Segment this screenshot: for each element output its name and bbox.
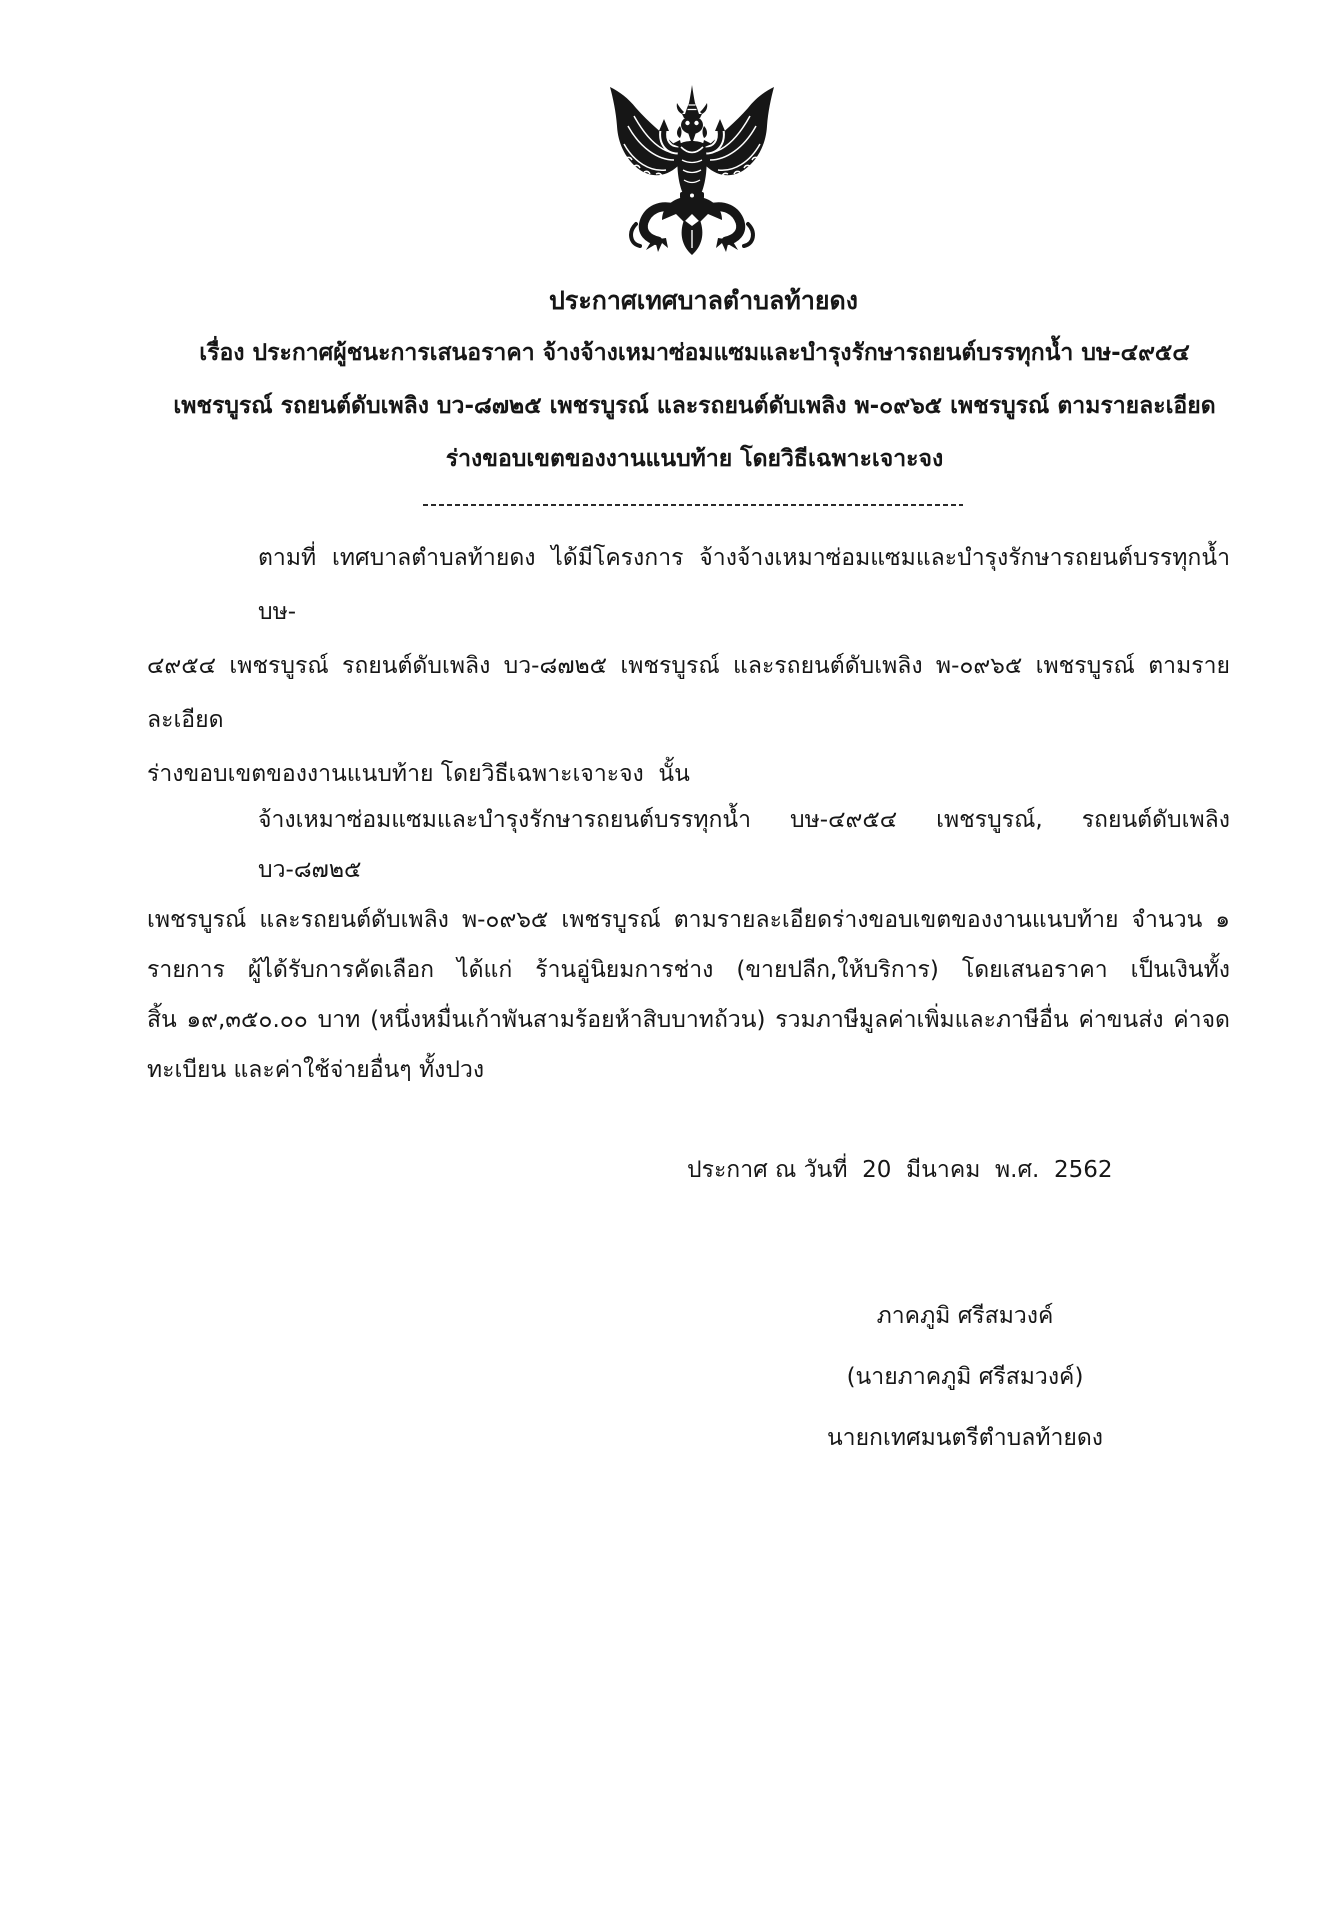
garuda-right-hand (715, 119, 725, 131)
garuda-left-flourish (631, 224, 640, 246)
garuda-left-hand (659, 119, 669, 131)
garuda-emblem (604, 84, 780, 256)
signature-block (785, 1286, 1145, 1469)
announcement-title: ประกาศเทศบาลตำบลท้ายดง (549, 286, 858, 315)
paragraph-line: ทะเบียน และค่าใช้จ่ายอื่นๆ ทั้งปวง (147, 1057, 485, 1083)
paragraph-line: ๔๙๕๔ เพชรบูรณ์ รถยนต์ดับเพลิง บว-๘๗๒๕ เพชรบูรณ์ และรถยนต์ดับเพลิง พ-๐๙๖๕ เพชรบูรณ์ ตามรายละเอียด (147, 653, 1230, 733)
signer-full-name: (นายภาคภูมิ ศรีสมวงค์) (846, 1364, 1084, 1390)
garuda-crown-right-flare (700, 103, 707, 114)
paragraph-background (147, 531, 1230, 801)
garuda-belt-jewel (690, 194, 694, 198)
subject-line: เรื่อง ประกาศผู้ชนะการเสนอราคา จ้างจ้างเหมาซ่อมแซมและบำรุงรักษารถยนต์บรรทุกน้ำ บษ-๔๙๕๔ (199, 340, 1190, 366)
announcement-subject (147, 327, 1230, 486)
signer-position: นายกเทศมนตรีตำบลท้ายดง (826, 1425, 1104, 1451)
paragraph-line: ร่างขอบเขตของงานแนบท้าย โดยวิธีเฉพาะเจาะจง นั้น (147, 761, 690, 787)
garuda-body (677, 141, 706, 194)
garuda-right-earring (703, 126, 708, 138)
paragraph-line: รายการ ผู้ได้รับการคัดเลือก ได้แก่ ร้านอู่นิยมการช่าง (ขายปลีก,ให้บริการ) โดยเสนอราคา เป็นเงินทั้ง (147, 957, 1230, 983)
subject-line: ร่างขอบเขตของงานแนบท้าย โดยวิธีเฉพาะเจาะจง (445, 446, 944, 472)
paragraph-award (147, 795, 1230, 1095)
paragraph-line: ตามที่ เทศบาลตำบลท้ายดง ได้มีโครงการ จ้างจ้างเหมาซ่อมแซมและบำรุงรักษารถยนต์บรรทุกน้ำ บษ- (258, 545, 1230, 625)
garuda-crown-left-flare (677, 103, 684, 114)
signer-name: ภาคภูมิ ศรีสมวงค์ (876, 1303, 1054, 1329)
announcement-date: ประกาศ ณ วันที่ 20 มีนาคม พ.ศ. 2562 (687, 1157, 1113, 1183)
garuda-right-eye (694, 121, 698, 125)
subject-line: เพชรบูรณ์ รถยนต์ดับเพลิง บว-๘๗๒๕ เพชรบูรณ์ และรถยนต์ดับเพลิง พ-๐๙๖๕ เพชรบูรณ์ ตามรายละเอียด (173, 393, 1216, 419)
paragraph-line: เพชรบูรณ์ และรถยนต์ดับเพลิง พ-๐๙๖๕ เพชรบูรณ์ ตามรายละเอียดร่างขอบเขตของงานแนบท้าย จำนวน ๑ (147, 907, 1230, 933)
garuda-left-earring (677, 126, 682, 138)
garuda-left-eye (685, 121, 689, 125)
paragraph-line: จ้างเหมาซ่อมแซมและบำรุงรักษารถยนต์บรรทุกน้ำ บษ-๔๙๕๔ เพชรบูรณ์, รถยนต์ดับเพลิง บว-๘๗๒๕ (258, 807, 1230, 883)
document-content (147, 0, 1230, 1469)
paragraph-line: สิ้น ๑๙,๓๕๐.๐๐ บาท (หนึ่งหมื่นเก้าพันสามร้อยห้าสิบบาทถ้วน) รวมภาษีมูลค่าเพิ่มและภาษีอื่น ค่าขนส่ง ค่าจด (147, 1007, 1230, 1033)
divider-line (423, 504, 963, 506)
garuda-right-flourish (744, 224, 753, 246)
